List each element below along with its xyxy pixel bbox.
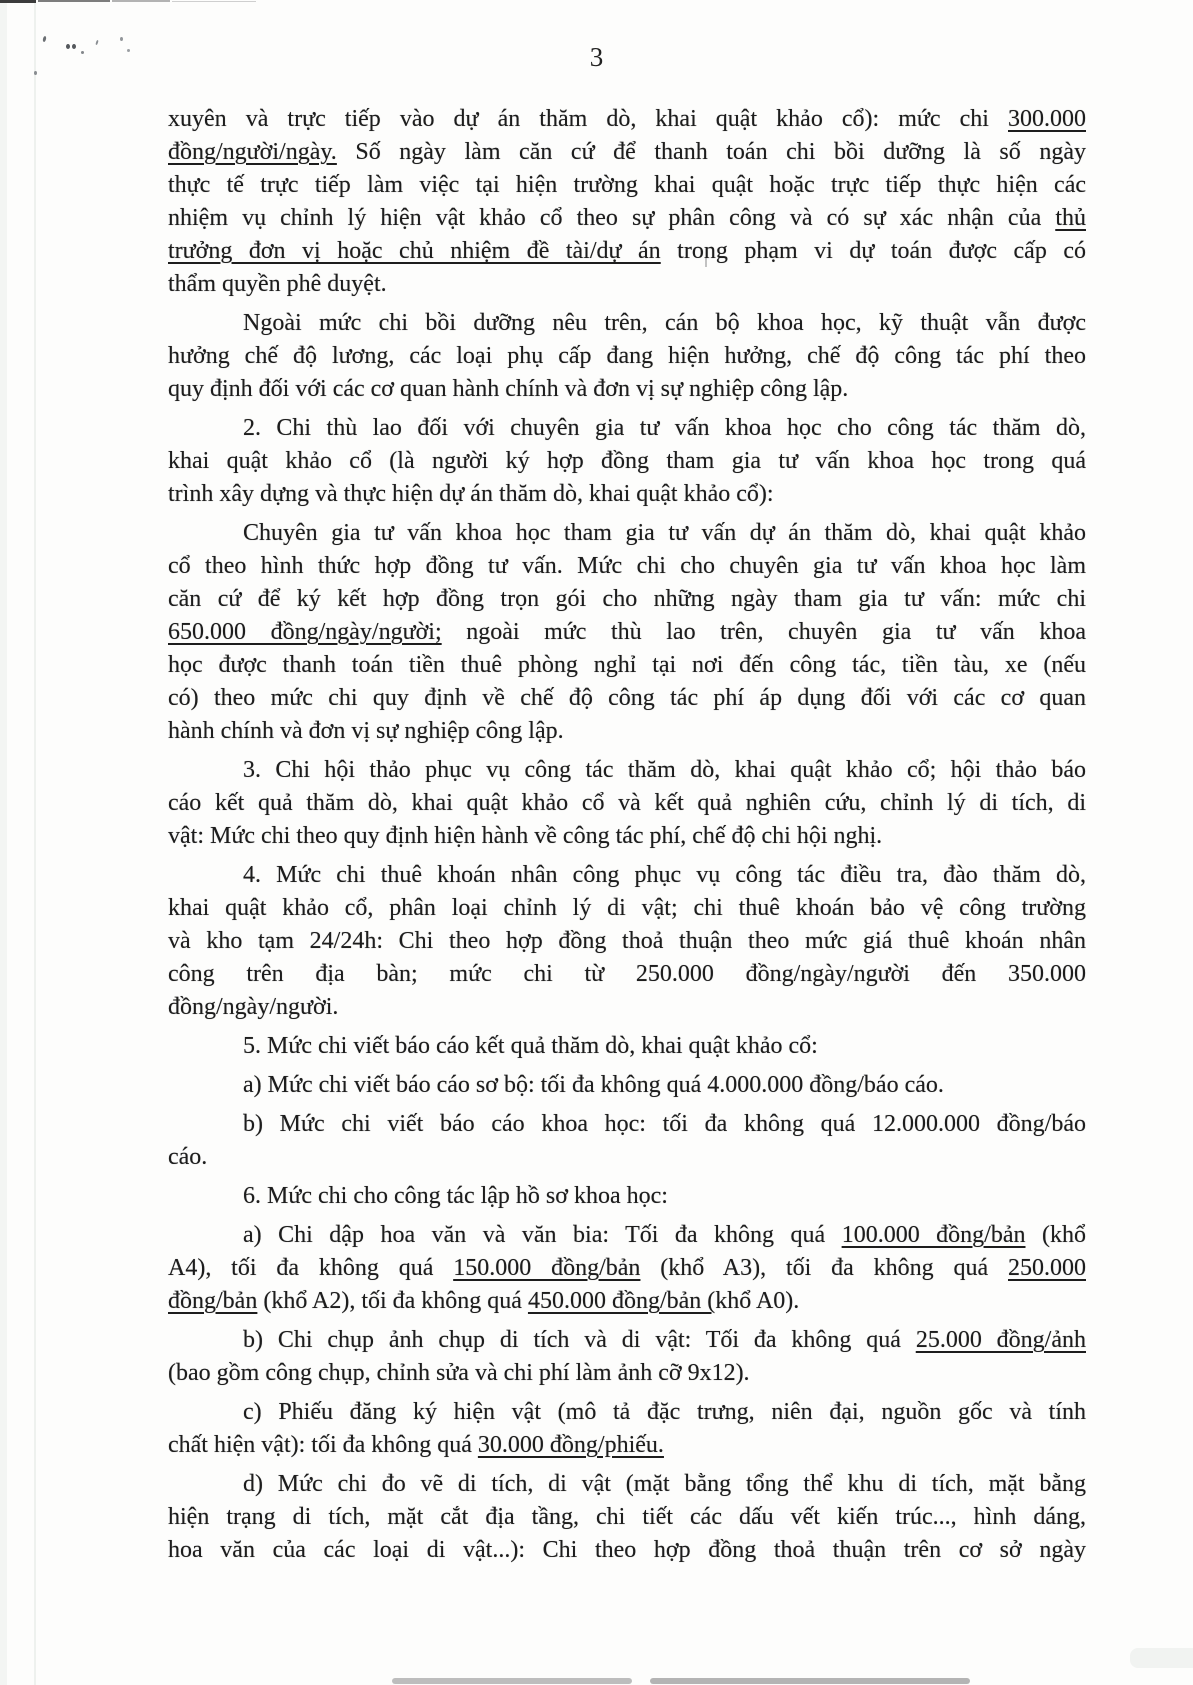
text-segment: trình xây dựng và thực hiện dự án thăm dò, khai quật khảo cổ): <box>168 481 774 507</box>
ink-speck <box>120 37 123 41</box>
text-line <box>168 991 1086 1024</box>
scan-artifact-bottom-bar <box>650 1678 970 1684</box>
text-segment: c) Phiếu đăng ký hiện vật (mô tả đặc trưng, niên đại, nguồn gốc và tính <box>243 1399 1086 1425</box>
underlined-text: 25.000 đồng/ảnh <box>915 1327 1086 1353</box>
paragraph-item-6b <box>168 1324 1086 1390</box>
text-segment: Ngoài mức chi bồi dưỡng nêu trên, cán bộ khoa học, kỹ thuật vẫn được <box>243 310 1086 336</box>
scan-artifact-top-strip <box>112 0 170 2</box>
paragraph-item-5a <box>168 1069 1086 1102</box>
text-line <box>168 754 1086 787</box>
text-line <box>168 478 1086 511</box>
text-line <box>168 715 1086 748</box>
text-segment: Số ngày làm căn cứ để thanh toán chi bồi dưỡng là số ngày <box>336 139 1086 165</box>
paragraph-continuation <box>168 103 1086 301</box>
paragraph-expert-fee <box>168 517 1086 748</box>
text-line <box>168 202 1086 235</box>
text-segment: d) Mức chi đo vẽ di tích, di vật (mặt bằng tổng thể khu di tích, mặt bằng <box>243 1471 1086 1497</box>
text-line <box>168 925 1086 958</box>
text-line <box>168 1030 1086 1063</box>
text-segment: cáo kết quả thăm dò, khai quật khảo cổ và kết quả nghiên cứu, chỉnh lý di tích, di <box>168 790 1086 816</box>
text-segment: hưởng chế độ lương, các loại phụ cấp đang hiện hưởng, chế độ công tác phí theo <box>168 343 1086 369</box>
text-segment: quy định đối với các cơ quan hành chính và đơn vị sự nghiệp công lập. <box>168 376 849 402</box>
paragraph-item-4 <box>168 859 1086 1024</box>
scan-artifact-top-strip <box>38 0 110 2</box>
text-segment: thực tế trực tiếp làm việc tại hiện trường khai quật hoặc trực tiếp thực hiện các <box>168 172 1086 198</box>
text-segment: 3. Chi hội thảo phục vụ công tác thăm dò, khai quật khảo cổ; hội thảo báo <box>243 757 1086 783</box>
text-segment: trong phạm vi dự toán được cấp có <box>660 238 1086 264</box>
scan-artifact-smudge <box>1130 1648 1193 1668</box>
text-segment: và kho tạm 24/24h: Chi theo hợp đồng thoả thuận theo mức giá thuê khoán nhân <box>168 928 1086 954</box>
text-segment: 5. Mức chi viết báo cáo kết quả thăm dò, khai quật khảo cổ: <box>243 1033 818 1059</box>
text-line <box>168 1396 1086 1429</box>
text-segment: chất hiện vật): tối đa không quá <box>168 1432 478 1458</box>
text-segment: ngoài mức thù lao trên, chuyên gia tư vấn khoa <box>441 619 1086 645</box>
underlined-text: 150.000 đồng/bản <box>453 1255 641 1281</box>
text-line <box>168 268 1086 301</box>
document-body <box>168 103 1086 1573</box>
text-line <box>168 307 1086 340</box>
underlined-text: 300.000 <box>1008 106 1086 132</box>
text-segment: A4), tối đa không quá <box>168 1255 454 1281</box>
text-line <box>168 820 1086 853</box>
text-segment: a) Mức chi viết báo cáo sơ bộ: tối đa không quá 4.000.000 đồng/báo cáo. <box>243 1072 944 1098</box>
text-line <box>168 373 1086 406</box>
text-line <box>168 1180 1086 1213</box>
page-number: 3 <box>589 42 604 72</box>
text-segment: 2. Chi thù lao đối với chuyên gia tư vấn khoa học cho công tác thăm dò, <box>243 415 1086 441</box>
text-line <box>168 649 1086 682</box>
text-line <box>168 1141 1086 1174</box>
underlined-text: đồng/người/ngày. <box>168 139 337 165</box>
scan-artifact-top-strip <box>0 0 36 3</box>
text-line <box>168 616 1086 649</box>
text-segment: b) Mức chi viết báo cáo khoa học: tối đa không quá 12.000.000 đồng/báo <box>243 1111 1086 1137</box>
text-line <box>168 859 1086 892</box>
text-segment: Chuyên gia tư vấn khoa học tham gia tư vấn dự án thăm dò, khai quật khảo <box>243 520 1086 546</box>
text-segment: đồng/ngày/người. <box>168 994 339 1020</box>
text-segment: 6. Mức chi cho công tác lập hồ sơ khoa học: <box>243 1183 668 1209</box>
text-segment: vật: Mức chi theo quy định hiện hành về công tác phí, chế độ chi hội nghị. <box>168 823 883 849</box>
paper-edge-shade <box>0 0 7 1685</box>
text-line <box>168 787 1086 820</box>
text-line <box>168 340 1086 373</box>
scan-artifact-bottom-bar <box>392 1678 632 1684</box>
text-segment: cổ theo hình thức hợp đồng tư vấn. Mức chi cho chuyên gia tư vấn khoa học làm <box>168 553 1086 579</box>
text-line <box>168 1357 1086 1390</box>
underlined-text: 250.000 <box>1008 1255 1086 1281</box>
text-segment: hoa văn của các loại di vật...): Chi theo hợp đồng thoả thuận trên cơ sở ngày <box>168 1537 1086 1563</box>
paragraph-item-5b <box>168 1108 1086 1174</box>
paragraph-item-6d <box>168 1468 1086 1567</box>
text-line <box>168 1468 1086 1501</box>
text-line <box>168 550 1086 583</box>
text-line <box>168 682 1086 715</box>
text-line <box>168 1219 1086 1252</box>
text-segment: căn cứ để ký kết hợp đồng trọn gói cho những ngày tham gia tư vấn: mức chi <box>168 586 1086 612</box>
text-segment: nhiệm vụ chỉnh lý hiện vật khảo cổ theo sự phân công và có sự xác nhận của <box>168 205 1056 231</box>
scan-artifact-top-strip <box>172 1 256 2</box>
text-line <box>168 136 1086 169</box>
text-segment: học được thanh toán tiền thuê phòng nghỉ tại nơi đến công tác, tiền tàu, xe (nếu <box>168 652 1086 678</box>
text-line <box>168 412 1086 445</box>
text-segment: (bao gồm công chụp, chỉnh sửa và chi phí làm ảnh cỡ 9x12). <box>168 1360 750 1386</box>
paper-edge-line <box>34 0 36 1685</box>
paragraph-item-5 <box>168 1030 1086 1063</box>
text-segment: khai quật khảo cổ (là người ký hợp đồng tham gia tư vấn khoa học trong quá <box>168 448 1086 474</box>
text-line <box>168 1324 1086 1357</box>
text-line <box>168 1108 1086 1141</box>
text-line <box>168 958 1086 991</box>
underlined-text: 100.000 đồng/bản <box>841 1222 1026 1248</box>
text-line <box>168 169 1086 202</box>
text-line <box>168 1252 1086 1285</box>
paragraph-bonus-regime <box>168 307 1086 406</box>
text-line <box>168 517 1086 550</box>
text-segment: hiện trạng di tích, mặt cắt địa tầng, chi tiết các dấu vết kiến trúc..., hình dáng, <box>168 1504 1086 1530</box>
paragraph-item-6a <box>168 1219 1086 1318</box>
text-segment: hành chính và đơn vị sự nghiệp công lập. <box>168 718 564 744</box>
text-segment: (khổ <box>1025 1222 1086 1248</box>
text-segment: cáo. <box>168 1144 208 1170</box>
underlined-text: 450.000 đồng/bản ( <box>527 1288 716 1314</box>
underlined-text: thủ <box>1055 205 1086 231</box>
text-line <box>168 1069 1086 1102</box>
paragraph-item-6c <box>168 1396 1086 1462</box>
text-line <box>168 583 1086 616</box>
text-segment: khai quật khảo cổ, phân loại chỉnh lý di vật; chi thuê khoán bảo vệ công trường <box>168 895 1086 921</box>
text-segment: xuyên và trực tiếp vào dự án thăm dò, khai quật khảo cổ): mức chi <box>168 106 1008 132</box>
underlined-text: 30.000 đồng/phiếu. <box>477 1432 664 1458</box>
text-line <box>168 103 1086 136</box>
text-segment: công trên địa bàn; mức chi từ 250.000 đồng/ngày/người đến 350.000 <box>168 961 1086 987</box>
text-segment: (khổ A3), tối đa không quá <box>640 1255 1008 1281</box>
text-segment: thẩm quyền phê duyệt. <box>168 271 387 297</box>
text-segment: a) Chi dập hoa văn và văn bia: Tối đa không quá <box>243 1222 842 1248</box>
text-line <box>168 1534 1086 1567</box>
text-line <box>168 892 1086 925</box>
text-segment: (khổ A2), tối đa không quá <box>257 1288 528 1314</box>
text-segment: có) theo mức chi quy định về chế độ công tác phí áp dụng đối với các cơ quan <box>168 685 1086 711</box>
paragraph-item-2 <box>168 412 1086 511</box>
text-segment: 4. Mức chi thuê khoán nhân công phục vụ công tác điều tra, đào thăm dò, <box>243 862 1086 888</box>
text-line <box>168 1501 1086 1534</box>
text-line <box>168 1285 1086 1318</box>
underlined-text: trưởng đơn vị hoặc chủ nhiệm đề tài/dự án <box>168 238 661 264</box>
text-line <box>168 235 1086 268</box>
text-line <box>168 445 1086 478</box>
text-line <box>168 1429 1086 1462</box>
paragraph-item-3 <box>168 754 1086 853</box>
underlined-text: đồng/bản <box>168 1288 258 1314</box>
text-segment: khổ A0). <box>715 1288 800 1314</box>
text-segment: b) Chi chụp ảnh chụp di tích và di vật: Tối đa không quá <box>243 1327 916 1353</box>
paragraph-item-6 <box>168 1180 1086 1213</box>
underlined-text: 650.000 đồng/ngày/người; <box>168 619 442 645</box>
